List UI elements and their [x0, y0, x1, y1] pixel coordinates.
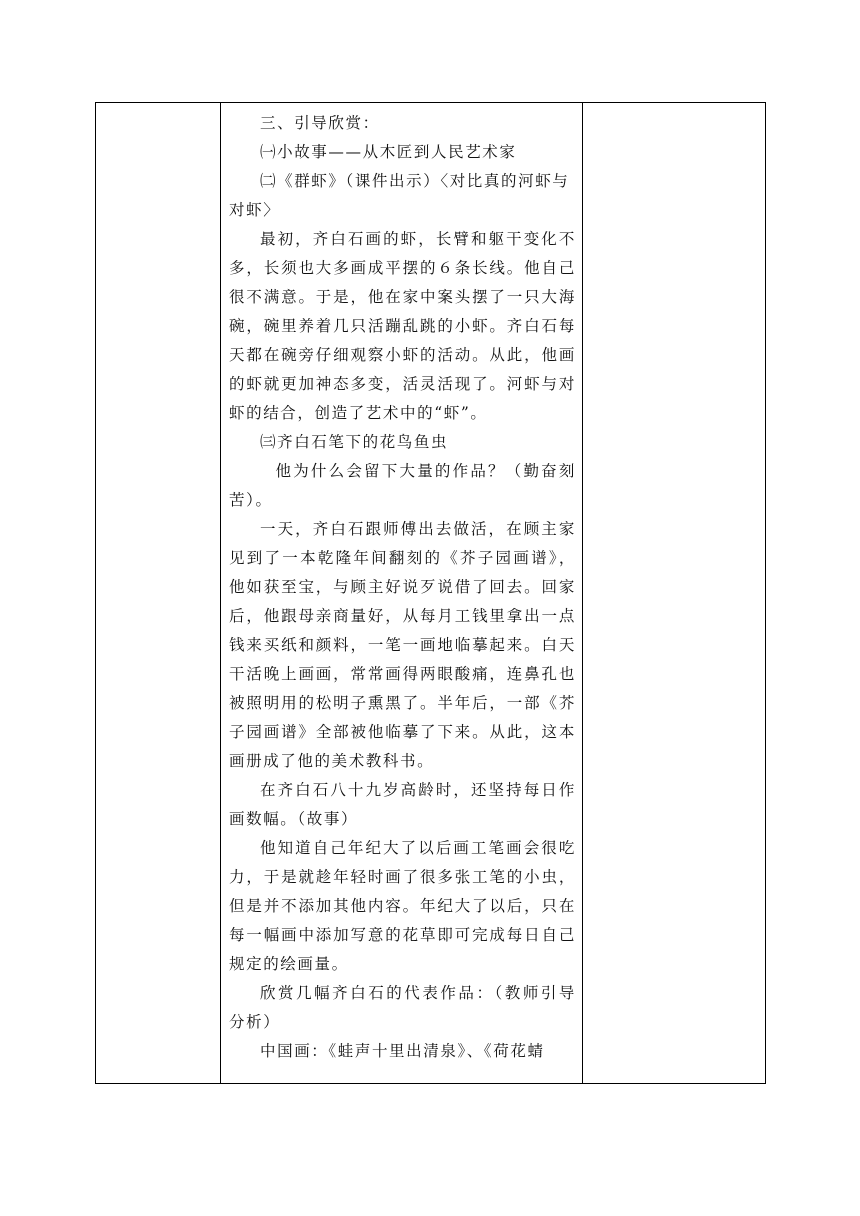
table-cell-content	[221, 103, 583, 1083]
paragraph: 三、引导欣赏：	[260, 114, 380, 132]
paragraph: 中国画：《蛙声十里出清泉》、《荷花蜻	[260, 1042, 545, 1060]
paragraph: ㈢齐白石笔下的花鸟鱼虫	[260, 433, 449, 451]
paragraph: 在齐白石八十九岁高龄时，还坚持每日作画数幅。（故事）	[229, 781, 576, 828]
paragraph: 他知道自己年纪大了以后画工笔画会很吃力，于是就趁年轻时画了很多张工笔的小虫，但是并不添加其他内容。年纪大了以后，只在每一幅画中添加写意的花草即可完成每日自己规定的绘画量。	[229, 839, 576, 973]
paragraph: ㈡《群虾》（课件出示）〈对比真的河虾与	[260, 172, 570, 190]
lesson-table	[95, 102, 766, 1084]
paragraph: 对虾〉	[229, 201, 281, 219]
paragraph: 他为什么会留下大量的作品？（勤奋刻苦）。	[229, 462, 576, 509]
paragraph: 欣赏几幅齐白石的代表作品：（教师引导分析）	[229, 984, 576, 1031]
paragraph: ㈠小故事——从木匠到人民艺术家	[260, 143, 517, 161]
paragraph: 最初，齐白石画的虾，长臂和躯干变化不多，长须也大多画成平摆的６条长线。他自己很不满意。于是，他在家中案头摆了一只大海碗，碗里养着几只活蹦乱跳的小虾。齐白石每天都在碗旁仔细观察小虾的活动。从此，他画的虾就更加神态多变，活灵活现了。河虾与对虾的结合，创造了艺术中的“虾”。	[229, 230, 576, 422]
table-cell-right	[583, 103, 765, 1083]
paragraph: 一天，齐白石跟师傅出去做活，在顾主家见到了一本乾隆年间翻刻的《芥子园画谱》，他如获至宝，与顾主好说歹说借了回去。回家后，他跟母亲商量好，从每月工钱里拿出一点钱来买纸和颜料，一笔一画地临摹起来。白天干活晚上画画，常常画得两眼酸痛，连鼻孔也被照明用的松明子熏黑了。半年后，一部《芥子园画谱》全部被他临摹了下来。从此，这本画册成了他的美术教科书。	[229, 520, 576, 770]
table-cell-left	[96, 103, 221, 1083]
